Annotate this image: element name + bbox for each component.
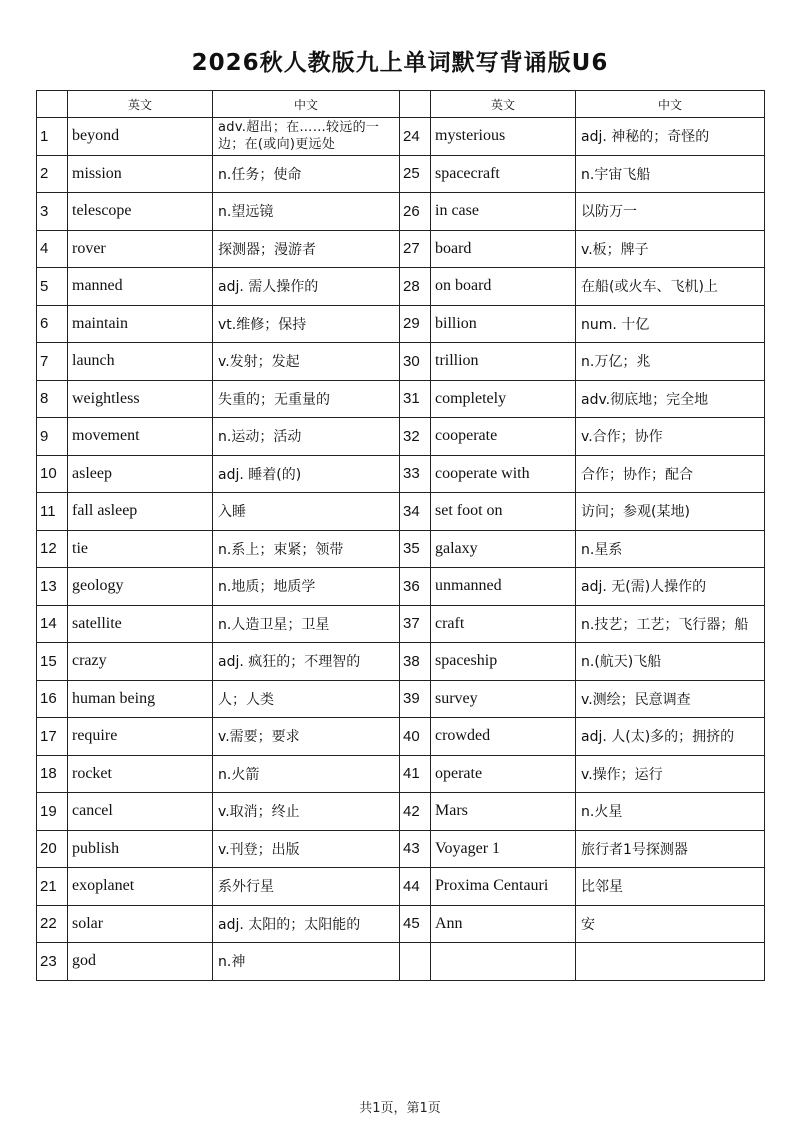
right-english-cell: cooperate	[431, 418, 576, 456]
left-chinese-cell: v.需要；要求	[213, 718, 400, 756]
right-english-cell: operate	[431, 755, 576, 793]
right-number-cell: 41	[400, 755, 431, 793]
table-row	[37, 230, 765, 268]
table-row	[37, 905, 765, 943]
table-row	[37, 755, 765, 793]
left-chinese-cell: adj. 睡着(的)	[213, 455, 400, 493]
left-number-cell: 13	[37, 568, 68, 606]
left-chinese-cell: n.系上；束紧；领带	[213, 530, 400, 568]
left-number-cell: 17	[37, 718, 68, 756]
right-chinese-cell: n.宇宙飞船	[576, 155, 765, 193]
right-number-cell: 28	[400, 268, 431, 306]
right-english-cell: set foot on	[431, 493, 576, 531]
right-chinese-cell: n.星系	[576, 530, 765, 568]
right-number-cell: 30	[400, 343, 431, 381]
right-chinese-cell: adj. 神秘的；奇怪的	[576, 118, 765, 156]
right-english-cell: in case	[431, 193, 576, 231]
left-chinese-cell: adj. 疯狂的；不理智的	[213, 643, 400, 681]
page-footer: 共1页，第1页	[359, 1101, 441, 1116]
table-row	[37, 305, 765, 343]
right-number-cell: 34	[400, 493, 431, 531]
left-english-cell: maintain	[68, 305, 213, 343]
table-row	[37, 605, 765, 643]
right-number-cell: 42	[400, 793, 431, 831]
right-chinese-cell: 访问；参观(某地)	[576, 493, 765, 531]
left-number-cell: 8	[37, 380, 68, 418]
left-number-cell: 7	[37, 343, 68, 381]
header-number-cell	[400, 91, 431, 118]
left-english-cell: telescope	[68, 193, 213, 231]
table-row	[37, 155, 765, 193]
left-english-cell: crazy	[68, 643, 213, 681]
right-english-cell: spacecraft	[431, 155, 576, 193]
right-chinese-cell: 在船(或火车、飞机)上	[576, 268, 765, 306]
right-english-cell: craft	[431, 605, 576, 643]
left-english-cell: rover	[68, 230, 213, 268]
right-chinese-cell: n.火星	[576, 793, 765, 831]
table-row	[37, 418, 765, 456]
left-english-cell: satellite	[68, 605, 213, 643]
right-chinese-cell: n.万亿；兆	[576, 343, 765, 381]
left-number-cell: 15	[37, 643, 68, 681]
header-english: 英文	[431, 91, 576, 118]
left-chinese-cell: 入睡	[213, 493, 400, 531]
right-number-cell: 37	[400, 605, 431, 643]
table-row	[37, 568, 765, 606]
table-row	[37, 268, 765, 306]
right-chinese-cell: 旅行者1号探测器	[576, 830, 765, 868]
left-chinese-cell: n.运动；活动	[213, 418, 400, 456]
left-chinese-cell: 人；人类	[213, 680, 400, 718]
left-english-cell: geology	[68, 568, 213, 606]
left-english-cell: solar	[68, 905, 213, 943]
right-number-cell: 38	[400, 643, 431, 681]
left-number-cell: 3	[37, 193, 68, 231]
left-english-cell: cancel	[68, 793, 213, 831]
left-chinese-cell: vt.维修；保持	[213, 305, 400, 343]
right-number-cell: 43	[400, 830, 431, 868]
left-chinese-cell: n.任务；使命	[213, 155, 400, 193]
header-chinese: 中文	[576, 91, 765, 118]
page-title: 2026秋人教版九上单词默写背诵版U6	[191, 50, 609, 76]
left-chinese-cell: 系外行星	[213, 868, 400, 906]
header-number-cell	[37, 91, 68, 118]
right-number-cell: 35	[400, 530, 431, 568]
left-chinese-cell: v.发射；发起	[213, 343, 400, 381]
left-number-cell: 4	[37, 230, 68, 268]
table-row	[37, 718, 765, 756]
right-number-cell: 39	[400, 680, 431, 718]
right-chinese-cell: 合作；协作；配合	[576, 455, 765, 493]
left-number-cell: 12	[37, 530, 68, 568]
right-english-cell: on board	[431, 268, 576, 306]
right-chinese-cell: adj. 无(需)人操作的	[576, 568, 765, 606]
table-row	[37, 343, 765, 381]
left-number-cell: 18	[37, 755, 68, 793]
right-number-cell: 29	[400, 305, 431, 343]
header-chinese: 中文	[213, 91, 400, 118]
right-chinese-cell: v.测绘；民意调查	[576, 680, 765, 718]
left-english-cell: movement	[68, 418, 213, 456]
right-number-cell: 44	[400, 868, 431, 906]
right-number-cell: 33	[400, 455, 431, 493]
left-number-cell: 11	[37, 493, 68, 531]
right-english-cell: mysterious	[431, 118, 576, 156]
right-number-cell: 26	[400, 193, 431, 231]
left-number-cell: 10	[37, 455, 68, 493]
left-number-cell: 20	[37, 830, 68, 868]
left-chinese-cell: adv.超出；在……较远的一边；在(或向)更远处	[213, 118, 400, 156]
left-english-cell: mission	[68, 155, 213, 193]
left-number-cell: 2	[37, 155, 68, 193]
left-english-cell: human being	[68, 680, 213, 718]
left-chinese-cell: v.刊登；出版	[213, 830, 400, 868]
table-row	[37, 868, 765, 906]
left-chinese-cell: adj. 太阳的；太阳能的	[213, 905, 400, 943]
left-english-cell: launch	[68, 343, 213, 381]
left-chinese-cell: n.神	[213, 943, 400, 981]
right-english-cell: galaxy	[431, 530, 576, 568]
right-number-cell: 31	[400, 380, 431, 418]
right-english-cell: Ann	[431, 905, 576, 943]
right-chinese-cell: v.合作；协作	[576, 418, 765, 456]
left-number-cell: 23	[37, 943, 68, 981]
left-chinese-cell: adj. 需人操作的	[213, 268, 400, 306]
right-english-cell: spaceship	[431, 643, 576, 681]
right-number-cell	[400, 943, 431, 981]
right-english-cell: completely	[431, 380, 576, 418]
left-english-cell: fall asleep	[68, 493, 213, 531]
left-english-cell: weightless	[68, 380, 213, 418]
table-row	[37, 643, 765, 681]
left-number-cell: 21	[37, 868, 68, 906]
right-number-cell: 45	[400, 905, 431, 943]
left-chinese-cell: v.取消；终止	[213, 793, 400, 831]
table-row	[37, 380, 765, 418]
table-row	[37, 193, 765, 231]
table-row	[37, 680, 765, 718]
right-chinese-cell: 比邻星	[576, 868, 765, 906]
header-english: 英文	[68, 91, 213, 118]
right-english-cell: unmanned	[431, 568, 576, 606]
right-english-cell: Voyager 1	[431, 830, 576, 868]
right-number-cell: 27	[400, 230, 431, 268]
left-english-cell: rocket	[68, 755, 213, 793]
right-chinese-cell: n.(航天)飞船	[576, 643, 765, 681]
vocabulary-table	[36, 90, 765, 981]
right-english-cell: board	[431, 230, 576, 268]
table-row	[37, 793, 765, 831]
left-chinese-cell: n.地质；地质学	[213, 568, 400, 606]
right-chinese-cell: v.板；牌子	[576, 230, 765, 268]
right-chinese-cell: v.操作；运行	[576, 755, 765, 793]
left-english-cell: beyond	[68, 118, 213, 156]
right-chinese-cell: 安	[576, 905, 765, 943]
left-chinese-cell: n.望远镜	[213, 193, 400, 231]
right-english-cell: Mars	[431, 793, 576, 831]
table-row	[37, 455, 765, 493]
left-english-cell: require	[68, 718, 213, 756]
right-english-cell: cooperate with	[431, 455, 576, 493]
left-english-cell: asleep	[68, 455, 213, 493]
left-chinese-cell: n.人造卫星；卫星	[213, 605, 400, 643]
right-number-cell: 36	[400, 568, 431, 606]
left-chinese-cell: n.火箭	[213, 755, 400, 793]
right-chinese-cell: num. 十亿	[576, 305, 765, 343]
right-english-cell: billion	[431, 305, 576, 343]
left-chinese-cell: 探测器；漫游者	[213, 230, 400, 268]
right-chinese-cell: 以防万一	[576, 193, 765, 231]
left-number-cell: 9	[37, 418, 68, 456]
table-row	[37, 493, 765, 531]
right-number-cell: 32	[400, 418, 431, 456]
left-english-cell: manned	[68, 268, 213, 306]
right-number-cell: 40	[400, 718, 431, 756]
table-row	[37, 530, 765, 568]
right-chinese-cell: adj. 人(太)多的；拥挤的	[576, 718, 765, 756]
right-english-cell: crowded	[431, 718, 576, 756]
right-english-cell: survey	[431, 680, 576, 718]
right-chinese-cell: n.技艺；工艺；飞行器；船	[576, 605, 765, 643]
left-number-cell: 5	[37, 268, 68, 306]
left-english-cell: god	[68, 943, 213, 981]
left-chinese-cell: 失重的；无重量的	[213, 380, 400, 418]
right-chinese-cell	[576, 943, 765, 981]
left-english-cell: exoplanet	[68, 868, 213, 906]
left-number-cell: 14	[37, 605, 68, 643]
table-header-row	[37, 91, 765, 118]
right-english-cell: Proxima Centauri	[431, 868, 576, 906]
right-number-cell: 24	[400, 118, 431, 156]
right-chinese-cell: adv.彻底地；完全地	[576, 380, 765, 418]
table-row	[37, 943, 765, 981]
table-row	[37, 830, 765, 868]
right-english-cell	[431, 943, 576, 981]
right-english-cell: trillion	[431, 343, 576, 381]
left-english-cell: tie	[68, 530, 213, 568]
table-row	[37, 118, 765, 156]
left-english-cell: publish	[68, 830, 213, 868]
left-number-cell: 19	[37, 793, 68, 831]
right-number-cell: 25	[400, 155, 431, 193]
left-number-cell: 1	[37, 118, 68, 156]
left-number-cell: 6	[37, 305, 68, 343]
left-number-cell: 22	[37, 905, 68, 943]
left-number-cell: 16	[37, 680, 68, 718]
